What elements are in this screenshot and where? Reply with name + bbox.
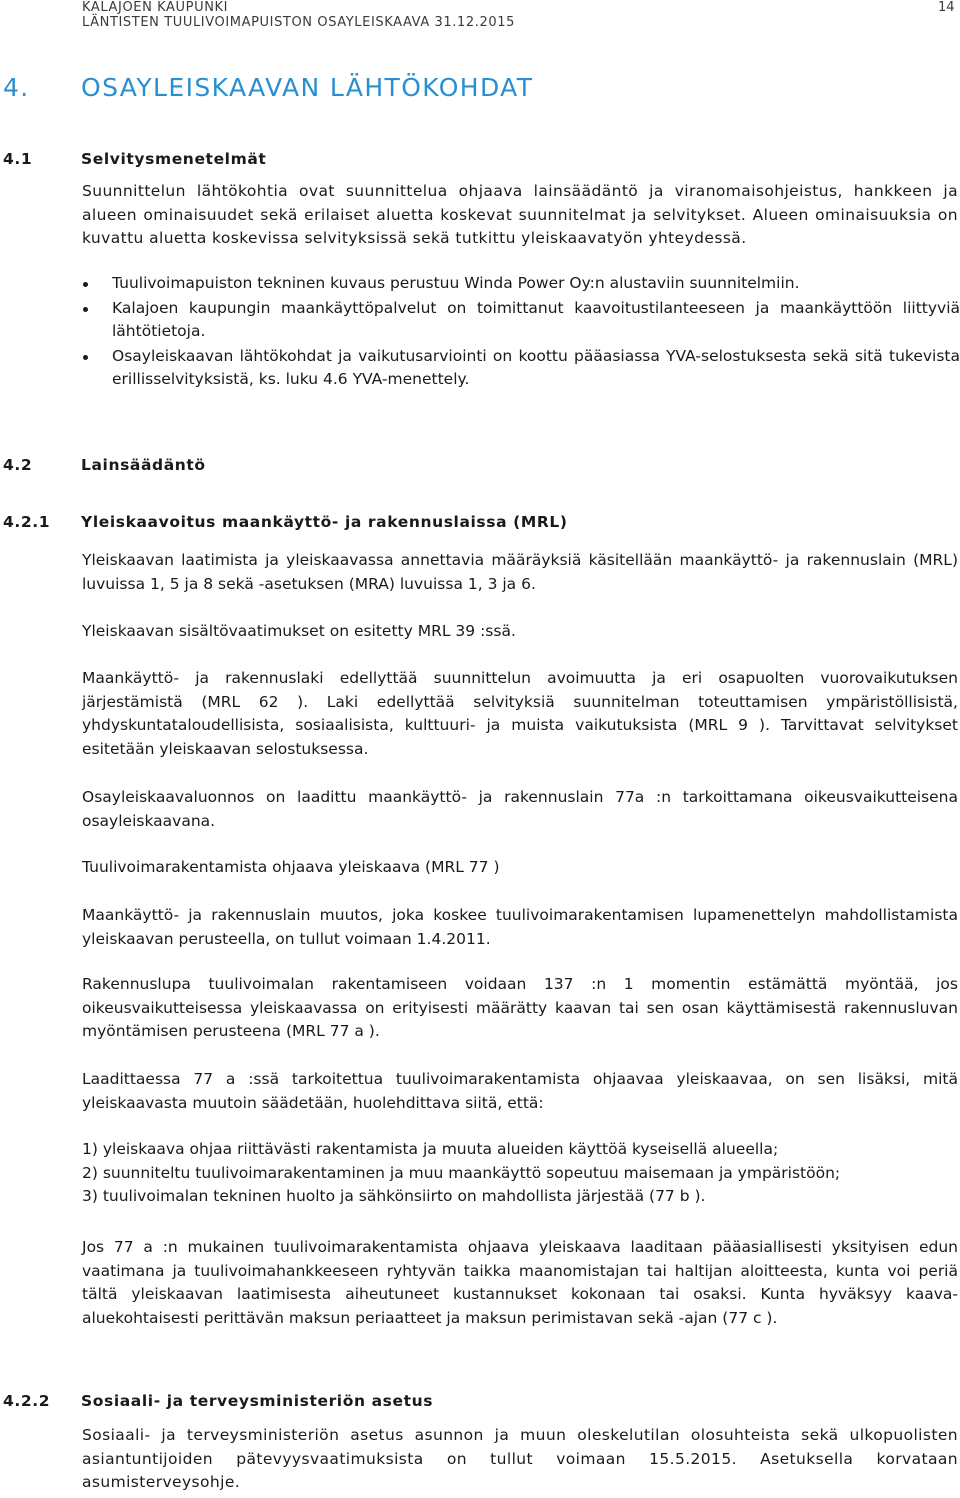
section-4-1-intro: Suunnittelun lähtökohtia ovat suunnittelua ohjaava lainsäädäntö ja viranomaisohjeistus, hankkeen ja alueen ominaisuudet sekä erilaiset aluetta koskevat suunnitelmat ja selvitykset. Alueen ominaisuuksia on kuvattu aluetta koskevissa selvityksissä sekä tutkittu yleiskaavatyön yhteydessä. <box>82 182 958 247</box>
header-organization: KALAJOEN KAUPUNKI <box>82 0 229 15</box>
chapter-heading <box>3 73 533 103</box>
source-bullet-list <box>80 272 960 393</box>
paragraph-building-permit: Rakennuslupa tuulivoimalan rakentamiseen voidaan 137 :n 1 momentin estämättä myöntää, jos oikeusvaikutteisessa yleiskaavassa on erityisesti määrätty kaavan tai sen osan käyttämisestä rakennusluvan myöntämisen perusteena (MRL 77 a ). <box>82 975 958 1040</box>
bullet-item: Osayleiskaavan lähtökohdat ja vaikutusarviointi on koottu pääasiassa YVA-selostuksesta sekä sitä tukevista erillisselvityksistä, ks. luku 4.6 YVA-menettely. <box>80 345 960 392</box>
subsection-heading-4-2-1 <box>3 512 568 532</box>
header-document-title: LÄNTISTEN TUULIVOIMAPUISTON OSAYLEISKAAVA 31.12.2015 <box>82 15 515 30</box>
chapter-title: OSAYLEISKAAVAN LÄHTÖKOHDAT <box>81 73 534 102</box>
subsection-number: 4.2.2 <box>3 1392 51 1410</box>
paragraph-plan-requirements: Laadittaessa 77 a :ssä tarkoitettua tuulivoimarakentamista ohjaavaa yleiskaavaa, on sen lisäksi, mitä yleiskaavasta muutoin säädetään, huolehdittava siitä, että: <box>82 1070 958 1112</box>
paragraph-wind-plan-heading: Tuulivoimarakentamista ohjaava yleiskaava (MRL 77 ) <box>82 858 500 876</box>
paragraph-mrl-chapters: Yleiskaavan laatimista ja yleiskaavassa annettavia määräyksiä käsitellään maankäyttö- ja rakennuslain (MRL) luvuissa 1, 5 ja 8 sekä -asetuksen (MRA) luvuissa 1, 3 ja 6. <box>82 551 958 593</box>
subsection-title: Sosiaali- ja terveysministeriön asetus <box>81 1392 434 1410</box>
numbered-item: 3) tuulivoimalan tekninen huolto ja sähkönsiirto on mahdollista järjestää (77 b ). <box>82 1187 706 1205</box>
subsection-number: 4.2.1 <box>3 513 51 531</box>
bullet-icon <box>83 307 88 312</box>
running-header <box>82 0 782 30</box>
numbered-item: 1) yleiskaava ohjaa riittävästi rakentamista ja muuta alueiden käyttöä kyseisellä alueella; <box>82 1140 779 1158</box>
subsection-heading-4-2-2 <box>3 1391 433 1411</box>
paragraph-cost-recovery: Jos 77 a :n mukainen tuulivoimarakentamista ohjaava yleiskaava laaditaan pääasiallisesti yksityisen edun vaatimana ja tuulivoimahankkeeseen ryhtyvän taikka maanomistajan tai haltijan aloitteesta, kunta voi periä tältä yleiskaavan laatimisesta aiheutuneet kustannukset kokonaan tai osaksi. Kunta hyväksyy kaava-aluekohtaisesti perittävän maksun periaatteet ja maksun perimistavan sekä -ajan (77 c ). <box>82 1238 958 1327</box>
bullet-item: Tuulivoimapuiston tekninen kuvaus perustuu Winda Power Oy:n alustaviin suunnitelmiin. <box>80 272 960 296</box>
bullet-item: Kalajoen kaupungin maankäyttöpalvelut on toimittanut kaavoitustilanteeseen ja maankäyttöön liittyviä lähtötietoja. <box>80 297 960 344</box>
bullet-icon <box>83 282 88 287</box>
page-number: 14 <box>938 0 955 15</box>
numbered-item: 2) suunniteltu tuulivoimarakentaminen ja muu maankäyttö sopeutuu maisemaan ja ympäristöön; <box>82 1163 841 1182</box>
paragraph-law-amendment: Maankäyttö- ja rakennuslain muutos, joka koskee tuulivoimarakentamisen lupamenettelyn mahdollistamista yleiskaavan perusteella, on tullut voimaan 1.4.2011. <box>82 906 958 948</box>
paragraph-ministry-decree: Sosiaali- ja terveysministeriön asetus asunnon ja muun oleskelutilan olosuhteista sekä ulkopuolisten asiantuntijoiden pätevyysvaatimuksista on tullut voimaan 15.5.2015. Asetuksella korvataan asumisterveysohje. <box>82 1426 958 1491</box>
section-number: 4.1 <box>3 150 33 168</box>
chapter-number: 4. <box>3 73 30 102</box>
bullet-icon <box>83 355 88 360</box>
section-title: Lainsäädäntö <box>81 456 206 474</box>
paragraph-draft-plan: Osayleiskaavaluonnos on laadittu maankäyttö- ja rakennuslain 77a :n tarkoittamana oikeusvaikutteisena osayleiskaavana. <box>82 788 958 830</box>
paragraph-content-requirements: Yleiskaavan sisältövaatimukset on esitetty MRL 39 :ssä. <box>82 622 516 640</box>
section-heading-4-1 <box>3 149 266 169</box>
numbered-list <box>82 1138 958 1209</box>
paragraph-interaction: Maankäyttö- ja rakennuslaki edellyttää suunnittelun avoimuutta ja eri osapuolten vuorovaikutuksen järjestämistä (MRL 62 ). Laki edellyttää selvityksiä suunnitelman toteuttamisen ympäristöllisistä, yhdyskuntataloudellisista, sosiaalisista, kulttuuri- ja muista vaikutuksista (MRL 9 ). Tarvittavat selvitykset esitetään yleiskaavan selostuksessa. <box>82 669 958 758</box>
section-number: 4.2 <box>3 456 33 474</box>
section-heading-4-2 <box>3 455 206 475</box>
subsection-title: Yleiskaavoitus maankäyttö- ja rakennuslaissa (MRL) <box>81 513 568 531</box>
section-title: Selvitysmenetelmät <box>81 150 267 168</box>
